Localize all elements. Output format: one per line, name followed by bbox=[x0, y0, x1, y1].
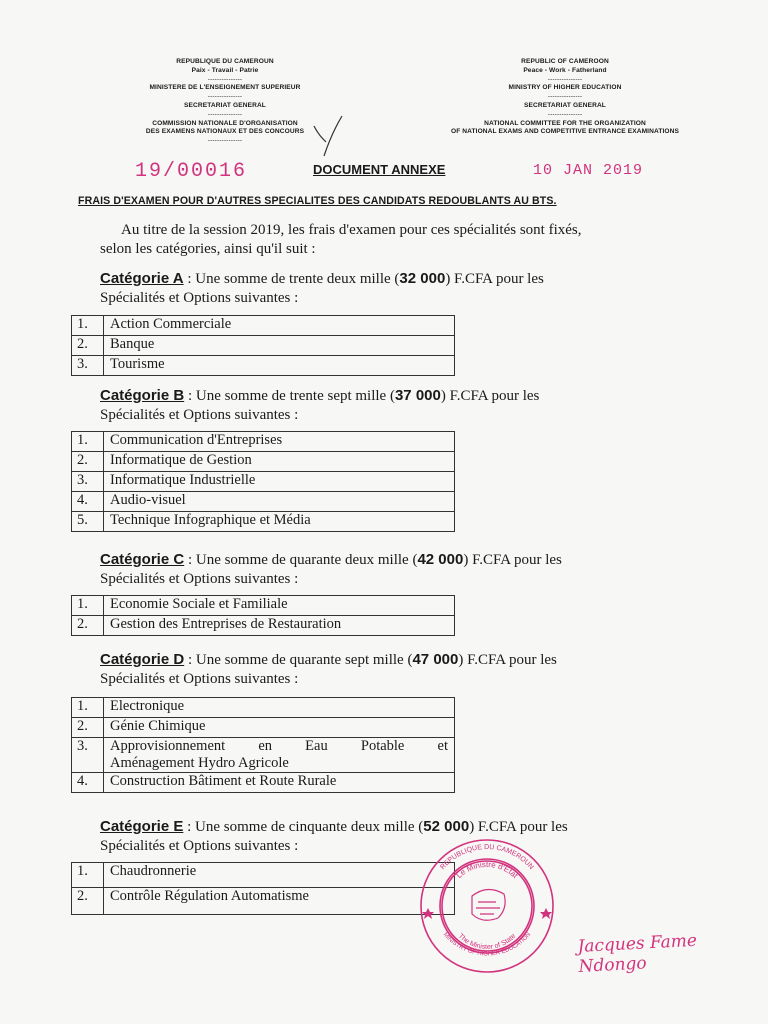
table-row: 3. Tourisme bbox=[72, 356, 455, 376]
header-left-separator: --------------- bbox=[207, 75, 243, 83]
table-row: 3. Informatique Industrielle bbox=[72, 472, 455, 492]
stamp-inner-bottom: The Minister of State bbox=[456, 932, 518, 952]
category-d-heading: Catégorie D : Une somme de quarante sept mille (47 000) F.CFA pour les Spécialités et Options suivantes : bbox=[100, 651, 557, 687]
header-right-secretariat: SECRETARIAT GENERAL bbox=[524, 101, 606, 109]
table-row: 2. Gestion des Entreprises de Restauration bbox=[72, 616, 455, 636]
table-row: 1. Electronique bbox=[72, 698, 455, 718]
intro-line-1: Au titre de la session 2019, les frais d'examen pour ces spécialités sont fixés, bbox=[121, 222, 582, 238]
table-row: 2. Génie Chimique bbox=[72, 718, 455, 738]
category-c-heading: Catégorie C : Une somme de quarante deux mille (42 000) F.CFA pour les Spécialités et Options suivantes : bbox=[100, 551, 562, 587]
category-b-table bbox=[71, 431, 455, 532]
header-left-commission-1: COMMISSION NATIONALE D'ORGANISATION bbox=[152, 119, 298, 127]
header-left-country: REPUBLIQUE DU CAMEROUN bbox=[176, 58, 274, 65]
initials-mark bbox=[308, 112, 348, 158]
reference-number: 19/00016 bbox=[135, 160, 248, 183]
stamp-outer-bottom: MINISTRY OF HIGHER EDUCATION bbox=[441, 931, 533, 958]
category-d-table bbox=[71, 697, 455, 793]
category-e-heading: Catégorie E : Une somme de cinquante deux mille (52 000) F.CFA pour les Spécialités et Options suivantes : bbox=[100, 818, 568, 854]
category-b-amount: 37 000 bbox=[394, 387, 441, 404]
table-row: 3. Approvisionnement en Eau Potable et Aménagement Hydro Agricole bbox=[72, 738, 455, 773]
header-right-separator-2: --------------- bbox=[547, 93, 583, 101]
table-row: 2. Contrôle Régulation Automatisme bbox=[72, 888, 455, 915]
header-left-ministry: MINISTERE DE L'ENSEIGNEMENT SUPERIEUR bbox=[149, 84, 301, 92]
table-row: 1. Action Commerciale bbox=[72, 316, 455, 336]
header-right-country: REPUBLIC OF CAMEROON bbox=[521, 58, 609, 65]
category-c-table bbox=[71, 595, 455, 636]
category-e-name: Catégorie E bbox=[100, 818, 184, 835]
header-right-committee-2: OF NATIONAL EXAMS AND COMPETITIVE ENTRANCE EXAMINATIONS bbox=[451, 128, 679, 136]
category-d-name: Catégorie D bbox=[100, 651, 185, 668]
header-left-separator-2: --------------- bbox=[207, 93, 243, 101]
header-left-secretariat: SECRETARIAT GENERAL bbox=[184, 101, 266, 109]
signature: Jacques Fame Ndongo bbox=[577, 930, 698, 977]
stamp-emblem-icon bbox=[472, 889, 505, 920]
header-left bbox=[110, 58, 340, 146]
table-row: 4. Audio-visuel bbox=[72, 492, 455, 512]
header-left-separator-4: --------------- bbox=[207, 137, 243, 145]
header-right-committee-1: NATIONAL COMMITTEE FOR THE ORGANIZATION bbox=[484, 119, 646, 127]
stamp-inner-top: Le Ministre d'Etat bbox=[454, 859, 520, 881]
table-row: 1. Economie Sociale et Familiale bbox=[72, 596, 455, 616]
table-row: 4. Construction Bâtiment et Route Rurale bbox=[72, 773, 455, 793]
category-a-amount: 32 000 bbox=[399, 270, 446, 287]
category-d-amount: 47 000 bbox=[412, 651, 459, 668]
intro-paragraph bbox=[100, 221, 702, 259]
header-right-motto: Peace - Work - Fatherland bbox=[523, 66, 607, 74]
category-a-table bbox=[71, 315, 455, 376]
table-row: 5. Technique Infographique et Média bbox=[72, 512, 455, 532]
category-b-heading: Catégorie B : Une somme de trente sept mille (37 000) F.CFA pour les Spécialités et Options suivantes : bbox=[100, 387, 540, 423]
official-stamp bbox=[412, 836, 562, 976]
category-c-name: Catégorie C bbox=[100, 551, 185, 568]
header-right-ministry: MINISTRY OF HIGHER EDUCATION bbox=[508, 84, 622, 92]
header-left-separator-3: --------------- bbox=[207, 110, 243, 118]
header-left-motto: Paix - Travail - Patrie bbox=[191, 66, 259, 74]
category-c-amount: 42 000 bbox=[417, 551, 464, 568]
table-row: 1. Chaudronnerie bbox=[72, 863, 455, 888]
intro-line-2: selon les catégories, ainsi qu'il suit : bbox=[100, 241, 316, 257]
document-date: 10 JAN 2019 bbox=[533, 162, 644, 179]
subject-line: FRAIS D'EXAMEN POUR D'AUTRES SPECIALITES DES CANDIDATS REDOUBLANTS AU BTS. bbox=[78, 195, 557, 207]
stamp-outer-top: REPUBLIQUE DU CAMEROUN bbox=[439, 843, 535, 871]
category-a-name: Catégorie A bbox=[100, 270, 184, 287]
document-title: DOCUMENT ANNEXE bbox=[313, 162, 446, 177]
header-right-separator: --------------- bbox=[547, 75, 583, 83]
table-row: 2. Banque bbox=[72, 336, 455, 356]
header-right-separator-3: --------------- bbox=[547, 110, 583, 118]
table-row: 1. Communication d'Entreprises bbox=[72, 432, 455, 452]
category-e-table bbox=[71, 862, 455, 915]
category-e-amount: 52 000 bbox=[423, 818, 470, 835]
category-b-name: Catégorie B bbox=[100, 387, 185, 404]
table-row: 2. Informatique de Gestion bbox=[72, 452, 455, 472]
header-left-commission-2: DES EXAMENS NATIONAUX ET DES CONCOURS bbox=[145, 128, 305, 136]
header-right bbox=[420, 58, 710, 137]
category-a-heading: Catégorie A : Une somme de trente deux mille (32 000) F.CFA pour les Spécialités et Options suivantes : bbox=[100, 270, 544, 306]
